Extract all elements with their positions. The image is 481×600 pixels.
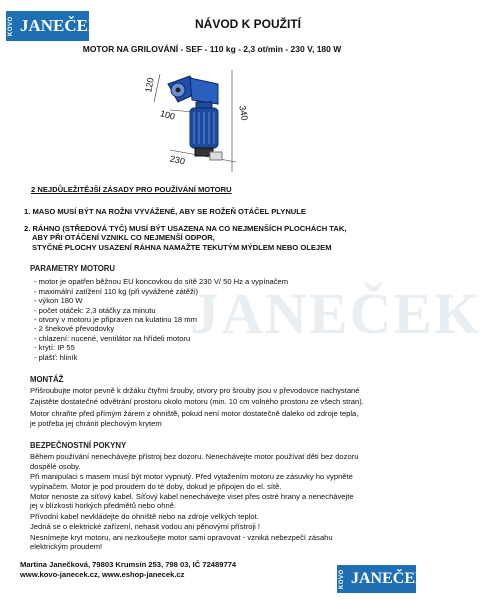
footer <box>20 560 236 580</box>
safety-line: elektrickým proudem! <box>30 542 103 552</box>
safety-line: dospělé osoby. <box>30 461 81 471</box>
principles-heading: 2 NEJDŮLEŽITĚJŠÍ ZÁSADY PRO POUŽÍVÁNÍ MOTORU <box>31 185 232 194</box>
footer-websites: www.kovo-janecek.cz, www.eshop-janecek.cz <box>20 570 185 579</box>
motor-drawing <box>140 62 380 187</box>
brand-logo-top <box>5 11 102 41</box>
logo-brand-text: JANEČEK <box>351 570 428 587</box>
montaz-p3-line-2: je potřeba jej chránit plechovým krytem <box>30 418 162 428</box>
safety-line: jej v blízkosti horkých předmětů nebo ohně. <box>30 501 177 511</box>
params-section <box>30 264 400 362</box>
product-subtitle: MOTOR NA GRILOVÁNÍ - SEF - 110 kg - 2,3 ot/min - 230 V, 180 W <box>82 44 342 54</box>
watermark: JANEČEK <box>190 281 481 346</box>
montaz-section <box>30 375 410 428</box>
footer-address: Martina Janečková, 79803 Krumsín 253, 798 03, IČ 72489774 <box>20 560 237 569</box>
logo-brand-text: JANEČEK <box>20 16 102 35</box>
safety-line: Nesnímejte kryt motoru, ani nezkoušejte motor sami opravovat - vzniká nebezpečí zásahu <box>30 532 333 542</box>
param-item: - počet otáček: 2,3 otáčky za minutu <box>34 305 156 315</box>
montaz-p3-line-1: Motor chraňte před přímým žárem z ohniště, pokud není motor dostatečně daleko od zdroje tepla, <box>30 409 359 419</box>
safety-line: Jedná se o elektrické zařízení, nehasit vodou ani pěnovými přístroji ! <box>30 522 261 532</box>
param-item: - motor je opatřen běžnou EU koncovkou do sítě 230 V/ 50 Hz a vypínačem <box>34 277 289 287</box>
dimension-230: 230 <box>169 153 186 167</box>
motor-illustration <box>140 62 380 187</box>
dimension-340: 340 <box>237 104 250 122</box>
principle-2-line-1: 2. RÁHNO (STŘEDOVÁ TYČ) MUSÍ BÝT USAZENA NA CO NEJMENŠÍCH PLOCHÁCH TAK, <box>24 224 347 233</box>
principle-2-line-3: STYČNÉ PLOCHY USAZENÍ RÁHNA NAMAŽTE TEKUTÝM MÝDLEM NEBO OLEJEM <box>32 242 332 252</box>
safety-line: Motor nenoste za síťový kabel. Síťový kabel nenechávejte viset přes ostré hrany a nenechávejte <box>30 492 354 502</box>
param-item: - výkon 180 W <box>34 296 83 306</box>
params-heading: PARAMETRY MOTORU <box>30 264 116 273</box>
logo-kovo-text: KOVO <box>5 11 16 41</box>
logo-kovo-text: KOVO <box>336 565 347 593</box>
safety-line: Přívodní kabel nevkládejte do ohniště nebo na zdroje velkých teplot. <box>30 511 259 521</box>
safety-heading: BEZPEČNOSTNÍ POKYNY <box>30 441 127 450</box>
principle-1: 1. MASO MUSÍ BÝT NA ROŽNI VYVÁŽENÉ, ABY SE ROŽEŇ OTÁČEL PLYNULE <box>24 207 306 216</box>
principle-2 <box>24 224 416 252</box>
param-item: - chlazení: nucené, ventilátor na hřídeli motoru <box>34 333 191 343</box>
param-item: - otvory v motoru je připraven na kulatinu 18 mm <box>34 315 197 325</box>
brand-logo-bottom <box>336 565 428 593</box>
montaz-p1: Přišroubujte motor pevně k držáku čtyřmi šrouby, otvory pro šrouby jsou v převodovce nachystané <box>30 386 360 396</box>
param-item: - krytí: IP 55 <box>34 343 75 353</box>
param-item: - maximální zatížení 110 kg (při vyvážené zátěži) <box>34 286 199 296</box>
safety-line: Při manipulaci s masem musí být motor vypnutý. Před vytažením motoru ze zásuvky ho vypněte <box>30 472 353 482</box>
montaz-p2: Zajistěte dostatečné odvětrání prostoru okolo motoru (min. 10 cm volného prostoru ze všech stran). <box>30 396 364 406</box>
montaz-heading: MONTÁŽ <box>30 375 64 384</box>
safety-section <box>30 441 410 551</box>
page-title: NÁVOD K POUŽITÍ <box>194 17 301 31</box>
param-item: - 2 šnekové převodovky <box>34 324 115 334</box>
params-list <box>30 277 400 362</box>
safety-line: vypínačem. Motor je pod proudem do té doby, dokud je připojen do el. sítě. <box>30 481 282 491</box>
dimension-120: 120 <box>143 76 156 94</box>
safety-line: Během používání nenechávejte přístroj bez dozoru. Nenechávejte motor používat děti bez dozoru <box>30 452 359 462</box>
dimension-100: 100 <box>158 108 177 122</box>
principle-2-line-2: ABY PŘI OTÁČENÍ VZNIKL CO NEJMENŠÍ ODPOR, <box>32 233 215 243</box>
param-item: - plášť: hliník <box>34 352 78 362</box>
